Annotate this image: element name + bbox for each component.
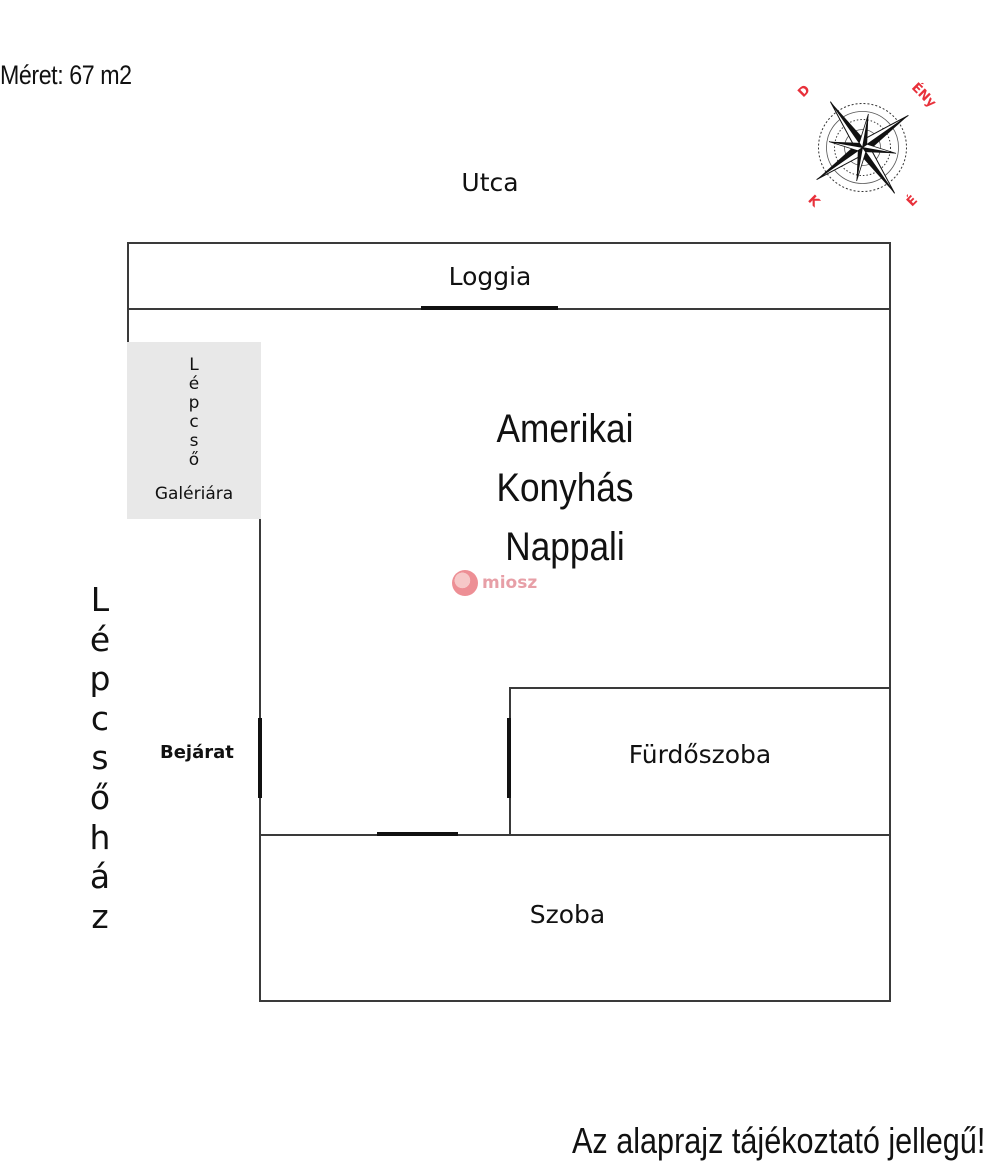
compass-rose-icon [795,80,939,215]
door-bathroom [507,718,511,798]
compass-letter-nw: D [795,82,814,101]
wall-bath-top [509,687,891,689]
gallery-label: Galériára [154,484,234,504]
wall-top [127,242,891,244]
loggia-label: Loggia [448,262,532,291]
wall-room-top [259,834,891,836]
watermark: miosz [452,570,537,596]
compass-letter-sw: K [804,192,823,211]
gallery-stair-label: L é p c s ő [188,355,200,470]
bathroom-label: Fürdőszoba [628,740,772,769]
street-label: Utca [461,168,519,197]
compass-letter-ne: ÉNy [908,80,939,111]
room-label: Szoba [529,900,606,929]
compass-letter-se: É [904,193,921,210]
wall-left-loggia [127,242,129,342]
door-entrance [258,718,262,798]
door-room [377,832,458,836]
living-room-label: Amerikai Konyhás Nappali [496,407,634,569]
entrance-label: Bejárat [160,742,234,763]
size-label: Méret: 67 m2 [0,60,132,90]
wall-bottom [259,1000,891,1002]
wall-right [889,242,891,1002]
disclaimer: Az alaprajz tájékoztató jellegű! [572,1120,986,1161]
door-loggia [421,306,558,310]
stairwell-label: L é p c s ő h á z [89,580,111,936]
watermark-logo-icon [452,570,478,596]
